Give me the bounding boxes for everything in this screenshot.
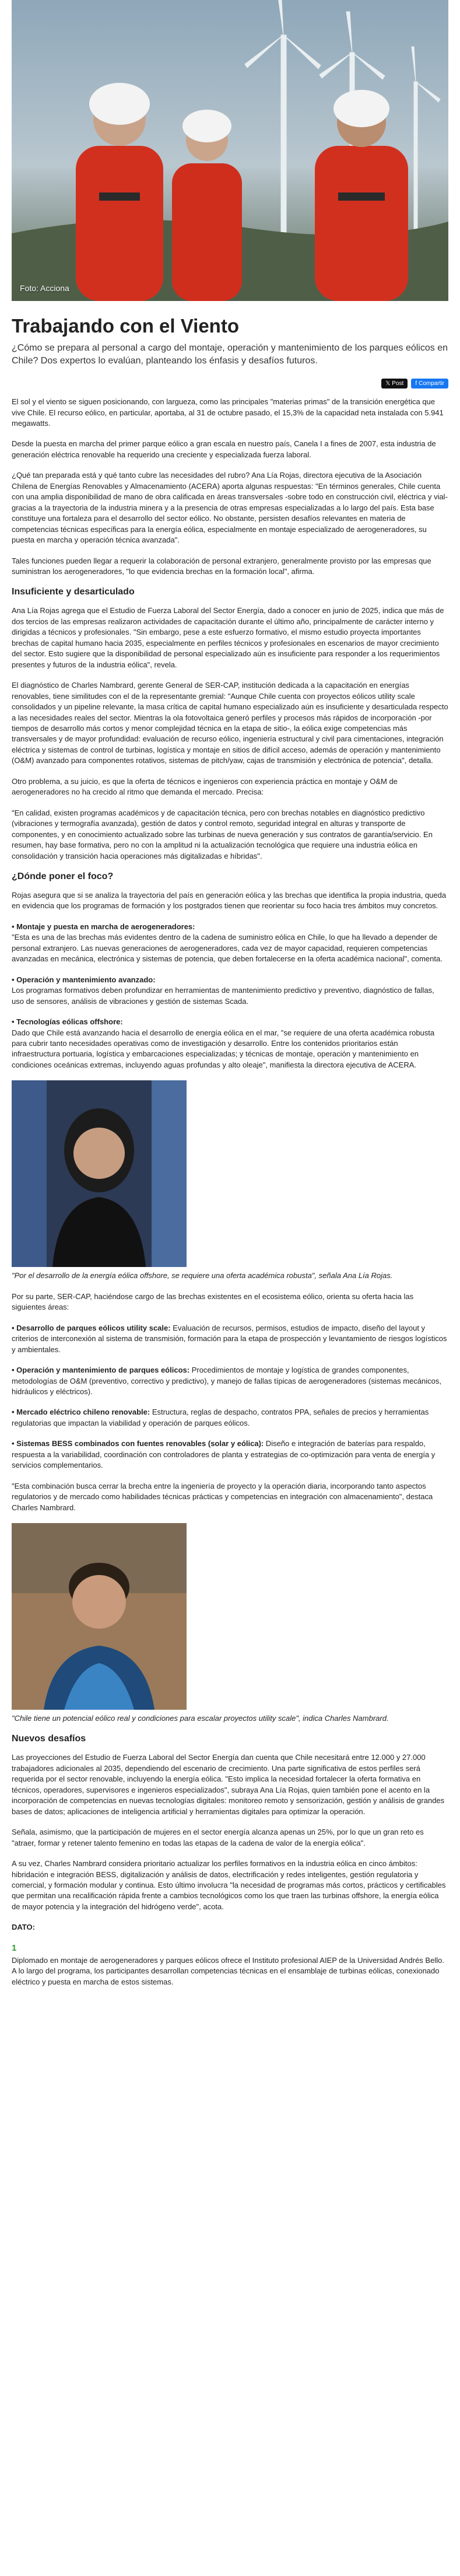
bullet-item (12, 1365, 448, 1397)
portrait-photo (12, 1080, 187, 1267)
bullet-text: Estructura, reglas de despacho, contratos PPA, señales de precios y herramientas regulatorias que impactan la viabilidad y operación de parques eólicos. (12, 1408, 429, 1427)
share-bar (12, 379, 448, 388)
paragraph: Por su parte, SER-CAP, haciéndose cargo de las brechas existentes en el ecosistema eólico, orienta su oferta hacia las siguientes áreas: (12, 1292, 414, 1312)
paragraph: Ana Lía Rojas agrega que el Estudio de Fuerza Laboral del Sector Energía, dado a conocer en junio de 2025, indica que más de dos tercios de las empresas realizaron actividades de capacitación durante el último año, principalmente de carácter interno y dirigidas a técnicos y profesionales. "Sin embargo, pese a este esfuerzo formativo, el mismo estudio proyecta importantes brechas de capital humano hacia 2035, especialmente en perfiles técnicos y profesionales en escenarios de mayor crecimiento del sector. Esto sugiere que la disponibilidad de personal especializado aún es insuficiente para responder a los requerimientos presentes y futuros de la industria eólica", revela. (12, 606, 444, 669)
bullet-item (12, 922, 448, 965)
figure-ana-lia-rojas (12, 1080, 448, 1281)
figure-caption: "Por el desarrollo de la energía eólica offshore, se requiere una oferta académica robusta", señala Ana Lía Rojas. (12, 1271, 393, 1280)
bullet-title: • Operación y mantenimiento de parques eólicos: (12, 1366, 190, 1375)
page-title: Trabajando con el Viento (12, 315, 239, 337)
facebook-share-label: Compartir (419, 380, 444, 387)
bullet-text: Evaluación de recursos, permisos, estudios de impacto, diseño del layout y criterios de interconexión al sistema de transmisión, formación para la etapa de prospección y levantamiento de riesgos logísticos y ambientales. (12, 1323, 447, 1354)
bullet-title: • Operación y mantenimiento avanzado: (12, 975, 156, 984)
portrait-photo (12, 1523, 187, 1710)
bullet-title: • Tecnologías eólicas offshore: (12, 1017, 123, 1027)
paragraph: "En calidad, existen programas académicos y de capacitación técnica, pero con brechas notables en diagnóstico predictivo (vibraciones y termografía avanzada), gestión de datos y control remoto, seguridad integral en alturas y transporte de componentes, y en conocimiento actualizado sobre las turbinas de nueva generación y sus contratos de garantía/servicio. En resumen, hay base formativa, pero no con la amplitud ni la actualización tecnológica que requiere una industria eólica en consolidación y transición hacia operaciones más digitalizadas e híbridas". (12, 808, 433, 860)
section-heading: Nuevos desafíos (12, 1734, 86, 1744)
paragraph: Diplomado en montaje de aerogeneradores y parques eólicos ofrece el Instituto profesional AIEP de la Universidad Andrés Bello. A lo largo del programa, los participantes desarrollan competencias técnicas en el ensamblaje de turbinas eólicas, conexionado eléctrico y puesta en marcha de estos sistemas. (12, 1955, 444, 1986)
paragraph: Desde la puesta en marcha del primer parque eólico a gran escala en nuestro país, Canela I a fines de 2007, esta industria de generación eléctrica renovable ha requerido una creciente y especializada fuerza laboral. (12, 439, 436, 459)
paragraph: ¿Qué tan preparada está y qué tanto cubre las necesidades del rubro? Ana Lía Rojas, directora ejecutiva de la Asociación Chilena de Energías Renovables y Almacenamiento (ACERA) aporta algunas respuestas: "En términos generales, Chile cuenta con una amplia disponibilidad de mano de obra calificada en áreas transversales -sobre todo en construcción civil, eléctrica y vial- gracias a la trayectoria de la industria minera y a la presencia de otras empresas especializadas a lo largo del país. Esta base constituye una fortaleza para el desarrollo del sector eólico. No obstante, persisten desafíos relevantes en materia de competencias técnicas específicas para la energía eólica, especialmente en montaje especializado de aerogeneradores, su puesta en marcha y operación técnica avanzada". (12, 471, 448, 545)
bullet-item (12, 1017, 448, 1070)
bullet-text: "Esta es una de las brechas más evidentes dentro de la cadena de suministro eólica en Chile, lo que ha llevado a depender de personal extranjero. Las nuevas generaciones de aerogeneradores, cada vez de mayor capacidad, requieren competencias avanzadas en mecánica, electrónica y sistemas de potencia, que deben fortalecerse en la oferta académica nacional", comenta. (12, 933, 443, 964)
facebook-logo-icon: f (415, 380, 417, 387)
bullet-item (12, 1407, 448, 1429)
post-x-label: Post (392, 380, 404, 387)
post-x-button[interactable] (381, 379, 408, 388)
section-heading: Insuficiente y desarticulado (12, 587, 135, 597)
paragraph: El sol y el viento se siguen posicionando, con largueza, como las principales "materias primas" de la transición energética que vive Chile. El recurso eólico, en particular, aportaba, al 31 de octubre pasado, el 15,3% de la capacidad neta instalada con 5.941 megawatts. (12, 397, 444, 428)
paragraph: Señala, asimismo, que la participación de mujeres en el sector energía alcanza apenas un 25%, por lo que un gran reto es "atraer, formar y retener talento femenino en todas las etapas de la cadena de valor de la energía eólica". (12, 1828, 424, 1847)
paragraph: A su vez, Charles Nambrard considera prioritario actualizar los perfiles formativos en la industria eólica en cinco ámbitos: hibridación e integración BESS, digitalización y análisis de datos, electrificación y redes inteligentes, gestión regulatoria y comercial, y formación modular y continua. Esto último involucra "la necesidad de programas más cortos, prácticos y certificables que permitan una recalificación rápida frente a cambios tecnológicos como los que traen las turbinas offshore, la energía eólica de mayor potencia y la integración del hidrógeno verde", acota. (12, 1859, 446, 1911)
wind-technicians-photo (12, 0, 448, 301)
bullet-item (12, 975, 448, 1007)
paragraph: "Esta combinación busca cerrar la brecha entre la ingeniería de proyecto y la operación diaria, incorporando tanto aspectos regulatorios y de mercado como habilidades técnicas prácticas y competencias en integración con almacenamiento", destaca Charles Nambrard. (12, 1481, 433, 1512)
bullet-text: Los programas formativos deben profundizar en herramientas de mantenimiento predictivo y preventivo, diagnóstico de fallas, uso de sensores, análisis de vibraciones y gestión de sistemas Scada. (12, 986, 434, 1006)
paragraph: Rojas asegura que si se analiza la trayectoria del país en generación eólica y las brechas que identifica la propia industria, queda en evidencia que los programas de formación y los postgrados tienen que reorientar su foco hacia tres ámbitos muy concretos. (12, 890, 447, 911)
hero-image (12, 0, 448, 301)
article-body (12, 397, 448, 1987)
dato-label: DATO: (12, 1923, 35, 1932)
figure-caption: "Chile tiene un potencial eólico real y condiciones para escalar proyectos utility scale", indica Charles Nambrard. (12, 1714, 389, 1723)
x-logo-icon: 𝕏 (385, 380, 391, 387)
paragraph: Otro problema, a su juicio, es que la oferta de técnicos e ingenieros con experiencia práctica en montaje y O&M de aerogeneradores no ha crecido al ritmo que demanda el mercado. Precisa: (12, 776, 398, 797)
section-heading: ¿Dónde poner el foco? (12, 871, 114, 881)
bullet-item (12, 1438, 448, 1471)
article-subtitle: ¿Cómo se prepara al personal a cargo del montaje, operación y mantenimiento de los parques eólicos en Chile? Dos expertos lo evalúan, planteando los énfasis y desafíos futuros. (12, 342, 448, 366)
bullet-item (12, 1323, 448, 1355)
paragraph: Tales funciones pueden llegar a requerir la colaboración de personal extranjero, generalmente provisto por las empresas que suministran los aerogeneradores, "lo que evidencia brechas en la formación local", afirma. (12, 556, 431, 576)
figure-charles-nambrard (12, 1523, 448, 1724)
bullet-title: • Desarrollo de parques eólicos utility scale: (12, 1323, 171, 1332)
facebook-share-button[interactable] (411, 379, 448, 388)
bullet-title: • Montaje y puesta en marcha de aerogeneradores: (12, 922, 195, 931)
bullet-text: Dado que Chile está avanzando hacia el desarrollo de energía eólica en el mar, "se requiere de una oferta académica robusta para cubrir tanto necesidades operativas como de investigación y desarrollo. Entre los contenidos prioritarios están infraestructura portuaria, logística y embarcaciones especializadas; y técnicas de montaje, operación y mantenimiento en condiciones oceánicas extremas, incluyendo aguas profundas y alto oleaje", manifiesta la directora ejecutiva de ACERA. (12, 1028, 435, 1069)
bullet-title: • Sistemas BESS combinados con fuentes renovables (solar y eólica): (12, 1439, 264, 1448)
bullet-title: • Mercado eléctrico chileno renovable: (12, 1408, 150, 1417)
dato-number: 1 (12, 1943, 17, 1953)
paragraph: El diagnóstico de Charles Nambrard, gerente General de SER-CAP, institución dedicada a la capacitación en energías renovables, tiene similitudes con el de la representante gremial: "Aunque Chile cuenta con proyectos eólicos utility scale consolidados y un pipeline relevante, la masa crítica de capital humano especializado aún es insuficiente y desarticulada respecto a las necesidades reales del sector. Mientras la ola fotovoltaica generó perfiles y procesos más rápidos de incorporación -por tiempos de desarrollo más cortos y menor complejidad técnica en la etapa de sitio-, la eólica exige competencias más transversales y de mayor profundidad: evaluación de recurso eólico, ingeniería estructural y civil para cimentaciones, integración eléctrica y sistemas de control de turbinas, logística y montaje en sitios de difícil acceso, además de operación y mantenimiento (O&M) avanzado para componentes rotativos, sistemas de pitch/yaw, cajas de transmisión y electrónica de potencia", detalla. (12, 681, 448, 765)
paragraph: Las proyecciones del Estudio de Fuerza Laboral del Sector Energía dan cuenta que Chile necesitará entre 12.000 y 27.000 trabajadores adicionales al 2035, dependiendo del escenario de crecimiento. Una parte significativa de estos perfiles será requerida por el sector renovable, incluyendo la energía eólica. "Esto implica la necesidad fortalecer la oferta formativa en técnicos, operadores, supervisores e ingenieros especializados", subraya Ana Lía Rojas, quien también pone el acento en la incorporación de competencias en nuevas tecnologías digitales: monitoreo remoto y sensorización, gestión y análisis de grandes bases de datos; aplicaciones de inteligencia artificial y herramientas digitales para optimizar la operación. (12, 1753, 445, 1816)
bullet-text: Diseño e integración de baterías para respaldo, respuesta a la variabilidad, coordinación con controladores de planta y estrategias de co-optimización para venta de energía y servicios complementarios. (12, 1439, 436, 1470)
bullet-text: Procedimientos de montaje y logística de grandes componentes, metodologías de O&M (preventivo, correctivo y predictivo), y manejo de fallas típicas de aerogeneradores (sistemas mecánicos, hidráulicos y eléctricos). (12, 1366, 442, 1396)
photo-credit: Foto: Acciona (20, 284, 69, 293)
